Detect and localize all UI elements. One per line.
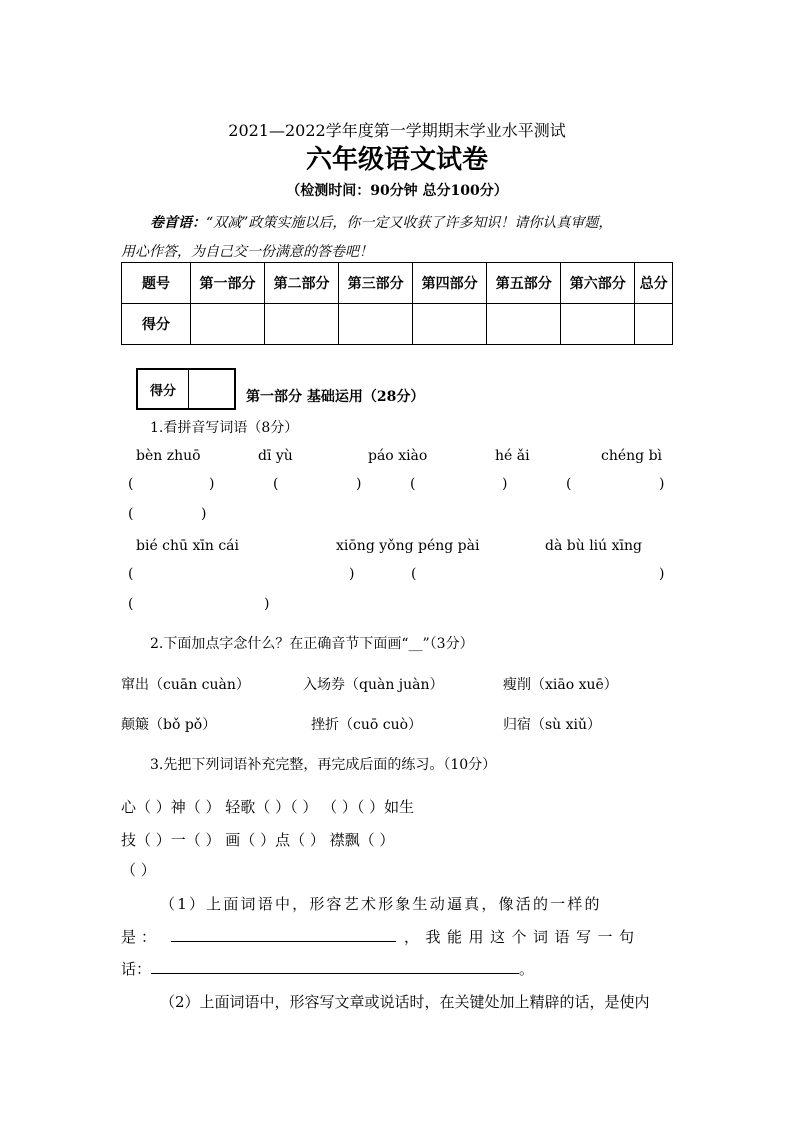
q2-item[interactable]: 入场券（quàn juàn）: [303, 677, 444, 693]
score-table-header: 第一部分: [191, 263, 265, 304]
q3-sub1-line-c: [121, 958, 534, 979]
answer-blank[interactable]: (: [566, 476, 572, 492]
exam-year-line: 2021—2022学年度第一学期期末学业水平测试: [228, 121, 566, 140]
q1-pinyin: dī yù: [258, 448, 293, 464]
score-cell[interactable]: [191, 304, 265, 345]
answer-blank[interactable]: (: [411, 566, 417, 582]
answer-blank[interactable]: (: [410, 476, 416, 492]
bracket-close: ): [209, 476, 215, 492]
preface-text-1: “双减”政策实施以后，你一定又收获了许多知识！请你认真审题，: [206, 215, 613, 231]
answer-blank[interactable]: (: [128, 506, 134, 522]
exam-subtitle: （检测时间：90分钟 总分100分）: [286, 183, 508, 199]
bracket-close: ): [659, 566, 665, 582]
q3-sub1-line-a: （1）上面词语中，形容艺术形象生动逼真，像活的一样的: [160, 895, 602, 913]
q1-pinyin: dà bù liú xīng: [545, 538, 642, 554]
q2-item[interactable]: 挫折（cuō cuò）: [311, 717, 423, 733]
q2-item[interactable]: 归宿（sù xiǔ）: [503, 717, 602, 733]
score-cell[interactable]: [487, 304, 561, 345]
bracket-close: ): [659, 476, 665, 492]
score-table-header: 第六部分: [561, 263, 635, 304]
score-table-header: 第四部分: [413, 263, 487, 304]
q1-pinyin: hé ǎi: [495, 448, 530, 464]
q3-sub1-text: ，我能用这个词语写一句: [404, 928, 641, 946]
preface-label: 卷首语：: [150, 215, 206, 231]
score-table-score-row: [122, 304, 673, 345]
exam-title: 六年级语文试卷: [305, 145, 488, 175]
q2-item[interactable]: 颠簸（bǒ pǒ）: [121, 717, 217, 733]
q3-fill-line-1[interactable]: 心（ ）神（ ） 轻歌（ ）（ ） （ ）（ ）如生: [121, 798, 415, 816]
q1-pinyin: páo xiào: [368, 448, 428, 464]
part1-score-box: [136, 368, 236, 410]
answer-blank[interactable]: (: [128, 566, 134, 582]
q1-pinyin: chéng bì: [601, 448, 663, 464]
part1-title: 第一部分 基础运用（28分）: [246, 389, 425, 405]
bracket-close: ): [264, 596, 270, 612]
q3-fill-line-2[interactable]: 技（ ）一（ ） 画（ ）点（ ） 襟飘（ ）: [121, 831, 395, 849]
bracket-close: ): [349, 566, 355, 582]
answer-blank[interactable]: (: [128, 596, 134, 612]
score-table-header-row: [122, 263, 673, 304]
q3-sub1-end: 。: [519, 960, 535, 978]
score-cell[interactable]: [413, 304, 487, 345]
q2-item[interactable]: 窜出（cuān cuàn）: [121, 677, 250, 693]
preface-line-1: [150, 212, 612, 232]
q1-pinyin: bié chū xīn cái: [136, 538, 240, 554]
score-table-header: 总分: [635, 263, 673, 304]
q2-item[interactable]: 瘦削（xiāo xuē）: [503, 677, 618, 693]
score-cell[interactable]: [265, 304, 339, 345]
answer-blank[interactable]: (: [273, 476, 279, 492]
bracket-close: ): [201, 506, 207, 522]
answer-underline[interactable]: [151, 959, 519, 974]
preface-line-2: 用心作答，为自己交一份满意的答卷吧！: [121, 244, 373, 260]
score-table: [121, 262, 673, 345]
answer-blank[interactable]: (: [128, 476, 134, 492]
q3-sub1-line-b: [121, 926, 641, 947]
bracket-close: ): [356, 476, 362, 492]
answer-underline[interactable]: [171, 927, 396, 942]
score-table-header: 题号: [122, 263, 191, 304]
q3-sub1-label: 是：: [121, 928, 162, 946]
bracket-close: ): [502, 476, 508, 492]
part1-score-label: 得分: [138, 370, 189, 408]
q3-sub2-line: （2）上面词语中，形容写文章或说话时，在关键处加上精辟的话，是使内: [160, 993, 650, 1011]
score-table-header: 第五部分: [487, 263, 561, 304]
q1-pinyin: xiōng yǒng péng pài: [336, 538, 480, 554]
q3-title: 3.先把下列词语补充完整，再完成后面的练习。（10分）: [150, 757, 497, 773]
q1-title: 1.看拼音写词语（8分）: [150, 420, 299, 436]
q3-fill-line-3[interactable]: （ ）: [121, 861, 156, 879]
score-table-row-label: 得分: [122, 304, 191, 345]
q1-pinyin: bèn zhuō: [136, 448, 201, 464]
score-cell[interactable]: [339, 304, 413, 345]
score-cell[interactable]: [635, 304, 673, 345]
q3-sub1-label-2: 话：: [121, 960, 152, 978]
q2-title: 2.下面加点字念什么？在正确音节下面画“__”（3分）: [150, 636, 474, 652]
score-table-header: 第三部分: [339, 263, 413, 304]
score-cell[interactable]: [561, 304, 635, 345]
score-table-header: 第二部分: [265, 263, 339, 304]
